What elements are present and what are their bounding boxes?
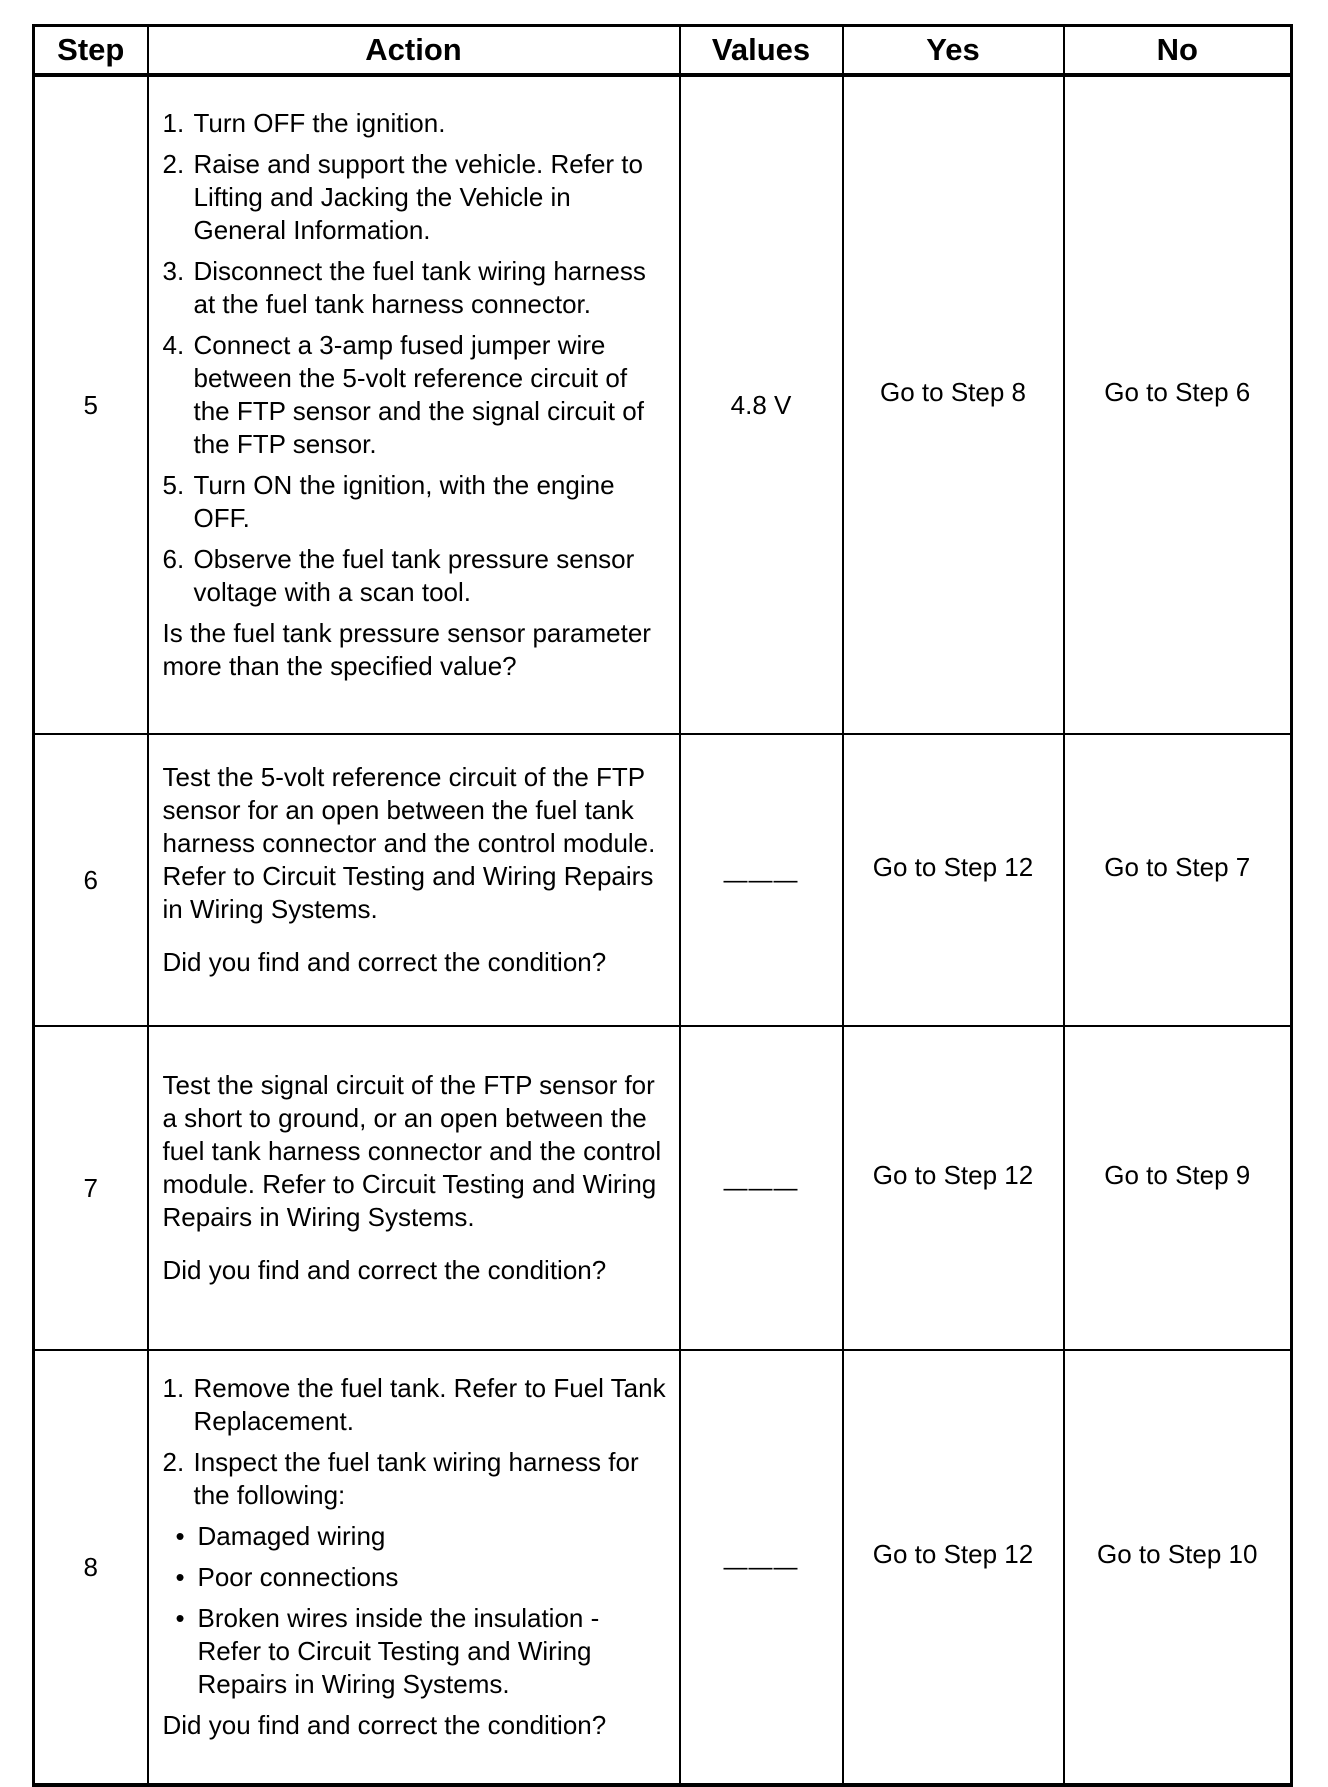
action-cell <box>148 1026 680 1350</box>
step-text: Turn OFF the ignition. <box>193 108 446 138</box>
action-question: Did you find and correct the condition? <box>162 1710 607 1740</box>
no-cell: Go to Step 6 <box>1064 75 1292 734</box>
step-number: 6 <box>34 734 148 1026</box>
value-dash: ——— <box>723 1554 799 1581</box>
no-cell: Go to Step 7 <box>1064 734 1292 1026</box>
no-cell: Go to Step 10 <box>1064 1350 1292 1785</box>
value-dash: ——— <box>723 1175 799 1202</box>
action-step <box>163 1446 667 1512</box>
header-yes: Yes <box>843 26 1064 76</box>
step-index: 5. <box>162 470 185 500</box>
table-row <box>34 1026 1292 1350</box>
step-index: 6. <box>162 544 185 574</box>
yes-cell: Go to Step 8 <box>843 75 1064 734</box>
value-cell: 4.8 V <box>680 75 843 734</box>
action-question: Did you find and correct the condition? <box>162 947 607 977</box>
value-dash: ——— <box>723 867 799 894</box>
step-index: 1. <box>162 1373 185 1403</box>
step-text: Connect a 3-amp fused jumper wire between the 5-volt reference circuit of the FTP sensor and the signal circuit of the FTP sensor. <box>193 330 644 459</box>
step-text: Inspect the fuel tank wiring harness for the following: <box>193 1447 639 1510</box>
action-step <box>163 469 667 535</box>
step-index: 2. <box>162 149 185 179</box>
action-step <box>163 543 667 609</box>
inspection-item: • Damaged wiring <box>175 1521 386 1551</box>
value-cell <box>680 734 843 1026</box>
action-steps <box>163 1372 667 1512</box>
step-number: 8 <box>34 1350 148 1785</box>
action-cell <box>148 734 680 1026</box>
action-steps <box>163 107 667 609</box>
step-index: 3. <box>162 256 185 286</box>
yes-cell: Go to Step 12 <box>843 734 1064 1026</box>
diagnostic-table <box>32 24 1293 1787</box>
header-step: Step <box>34 26 148 76</box>
step-index: 1. <box>162 108 185 138</box>
header-row <box>34 26 1292 76</box>
action-question: Did you find and correct the condition? <box>162 1255 607 1285</box>
yes-cell: Go to Step 12 <box>843 1026 1064 1350</box>
table-row <box>34 75 1292 734</box>
step-text: Disconnect the fuel tank wiring harness at the fuel tank harness connector. <box>193 256 646 319</box>
inspection-item: • Broken wires inside the insulation - Refer to Circuit Testing and Wiring Repairs in Wiring Systems. <box>175 1603 600 1699</box>
inspection-list <box>163 1520 667 1701</box>
table-row <box>34 734 1292 1026</box>
yes-cell: Go to Step 12 <box>843 1350 1064 1785</box>
header-action: Action <box>148 26 680 76</box>
action-step <box>163 255 667 321</box>
action-text: Test the signal circuit of the FTP sensor for a short to ground, or an open between the fuel tank harness connector and the control module. Refer to Circuit Testing and Wiring Repairs in Wiring Systems. <box>162 1070 662 1232</box>
action-text: Test the 5-volt reference circuit of the FTP sensor for an open between the fuel tank harness connector and the control module. Refer to Circuit Testing and Wiring Repairs in Wiring Systems. <box>162 762 656 924</box>
step-text: Raise and support the vehicle. Refer to Lifting and Jacking the Vehicle in General Information. <box>193 149 643 245</box>
bullet-icon: • <box>175 1562 185 1592</box>
step-index: 4. <box>162 330 185 360</box>
action-question: Is the fuel tank pressure sensor parameter more than the specified value? <box>162 618 651 681</box>
inspection-item: • Poor connections <box>175 1562 399 1592</box>
header-no: No <box>1064 26 1292 76</box>
bullet-icon: • <box>175 1603 185 1633</box>
table-row <box>34 1350 1292 1785</box>
step-text: Observe the fuel tank pressure sensor voltage with a scan tool. <box>193 544 635 607</box>
value-cell <box>680 1026 843 1350</box>
step-text: Turn ON the ignition, with the engine OFF. <box>193 470 615 533</box>
step-number: 5 <box>34 75 148 734</box>
action-cell <box>148 1350 680 1785</box>
no-cell: Go to Step 9 <box>1064 1026 1292 1350</box>
step-text: Remove the fuel tank. Refer to Fuel Tank Replacement. <box>193 1373 666 1436</box>
bullet-icon: • <box>175 1521 185 1551</box>
action-step <box>163 329 667 461</box>
step-index: 2. <box>162 1447 185 1477</box>
value-cell <box>680 1350 843 1785</box>
action-cell <box>148 75 680 734</box>
step-number: 7 <box>34 1026 148 1350</box>
action-step <box>163 148 667 247</box>
header-values: Values <box>680 26 843 76</box>
action-step <box>163 1372 667 1438</box>
action-step <box>163 107 667 140</box>
